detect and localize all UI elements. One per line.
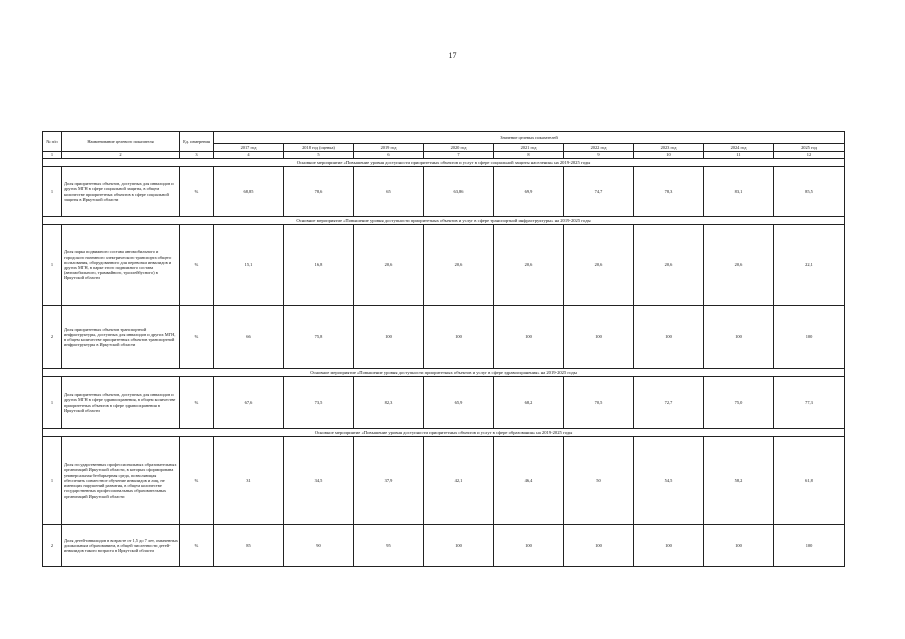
value-cell: 70,5 [564,377,634,429]
value-cell: 69,9 [494,167,564,217]
value-cell: 100 [494,306,564,369]
header-year: 2022 год [564,144,634,152]
unit: % [180,306,214,369]
header-year: 2025 год [774,144,845,152]
value-cell: 46,4 [494,437,564,525]
value-cell: 68,85 [214,167,284,217]
value-cell: 20,6 [634,225,704,306]
value-cell: 78,6 [284,167,354,217]
section-row [43,217,845,225]
header-year: 2018 год (оценка) [284,144,354,152]
header-col-number: 4 [214,152,284,159]
value-cell: 100 [774,525,845,567]
header-year: 2019 год [354,144,424,152]
value-cell: 31 [214,437,284,525]
section-title: Основное мероприятие «Повышение уровня доступности приоритетных объектов и услуг в сфере социальной защиты населения» на 2019-2025 годы [43,159,845,167]
row-num: 2 [43,306,62,369]
value-cell: 95 [354,525,424,567]
value-cell: 85,5 [774,167,845,217]
section-title: Основное мероприятие «Повышение уровня доступности приоритетных объектов и услуг в сфере образования» на 2019-2025 годы [43,429,845,437]
unit: % [180,225,214,306]
value-cell: 65 [354,167,424,217]
section-row [43,369,845,377]
value-cell: 78,3 [634,167,704,217]
value-cell: 100 [424,306,494,369]
page-number: 17 [448,51,457,60]
header-year: 2020 год [424,144,494,152]
value-cell: 74,7 [564,167,634,217]
header-row-col-numbers [43,152,845,159]
value-cell: 75,0 [704,377,774,429]
target-indicators-table [42,131,845,567]
unit: % [180,437,214,525]
value-cell: 100 [494,525,564,567]
value-cell: 100 [564,306,634,369]
header-col-number: 1 [43,152,62,159]
value-cell: 42,1 [424,437,494,525]
value-cell: 77,3 [774,377,845,429]
row-num: 1 [43,167,62,217]
value-cell: 61,8 [774,437,845,525]
value-cell: 20,6 [704,225,774,306]
value-cell: 100 [564,525,634,567]
value-cell: 100 [634,525,704,567]
value-cell: 72,7 [634,377,704,429]
table-row [43,306,845,369]
section-row [43,429,845,437]
header-col-number: 5 [284,152,354,159]
indicator-name: Доля государственных профессиональных образовательных организаций Иркутской области, в которых сформирована универсальная безбарьерная среда, позволяющая обеспечить совместное обучение инвалидов и лиц, не имеющих нарушений развития, в общем количестве государственных профессиональных образовательных организаций Иркутской области [62,437,180,525]
table-row [43,437,845,525]
value-cell: 85 [214,525,284,567]
indicator-name: Доля приоритетных объектов транспортной инфраструктуры, доступных для инвалидов и других МГН, в общем количестве приоритетных объектов транспортной инфраструктуры в Иркутской области [62,306,180,369]
section-title: Основное мероприятие «Повышение уровня доступности приоритетных объектов и услуг в сфере здравоохранения» на 2019-2025 годы [43,369,845,377]
header-col-number: 9 [564,152,634,159]
indicator-name: Доля приоритетных объектов, доступных для инвалидов и других МГН в сфере здравоохранения, в общем количестве приоритетных объектов в сфере здравоохранения в Иркутской области [62,377,180,429]
value-cell: 58,2 [704,437,774,525]
value-cell: 63,86 [424,167,494,217]
value-cell: 100 [704,306,774,369]
header-col-number: 12 [774,152,845,159]
value-cell: 54,5 [634,437,704,525]
value-cell: 75,8 [284,306,354,369]
value-cell: 66 [214,306,284,369]
value-cell: 67,6 [214,377,284,429]
value-cell: 100 [424,525,494,567]
header-unit: Ед. измерения [180,132,214,152]
value-cell: 20,6 [564,225,634,306]
value-cell: 68,2 [494,377,564,429]
unit: % [180,377,214,429]
value-cell: 90 [284,525,354,567]
header-num: № п/п [43,132,62,152]
table-row [43,525,845,567]
header-col-number: 3 [180,152,214,159]
value-cell: 65,9 [424,377,494,429]
value-cell: 83,1 [704,167,774,217]
row-num: 1 [43,377,62,429]
unit: % [180,167,214,217]
table-row [43,225,845,306]
value-cell: 22,1 [774,225,845,306]
value-cell: 73,5 [284,377,354,429]
row-num: 1 [43,437,62,525]
value-cell: 50 [564,437,634,525]
indicator-name: Доля приоритетных объектов, доступных для инвалидов и других МГН в сфере социальной защиты, в общем количестве приоритетных объектов в сфере социальной защиты в Иркутской области [62,167,180,217]
header-row-1 [43,132,845,144]
value-cell: 20,6 [424,225,494,306]
header-col-number: 7 [424,152,494,159]
value-cell: 100 [704,525,774,567]
indicator-name: Доля парка подвижного состава автомобильного и городского наземного электрического транспорта общего пользования, оборудованного для перевозки инвалидов и других МГН, в парке этого подвижного состава (автомобильного, трамвайного, троллейбусного) в Иркутской области [62,225,180,306]
header-col-number: 6 [354,152,424,159]
unit: % [180,525,214,567]
header-year: 2021 год [494,144,564,152]
table-row [43,167,845,217]
row-num: 2 [43,525,62,567]
header-name: Наименование целевого показателя [62,132,180,152]
table-row [43,377,845,429]
value-cell: 100 [634,306,704,369]
value-cell: 20,6 [354,225,424,306]
header-col-number: 2 [62,152,180,159]
value-cell: 82,3 [354,377,424,429]
header-values-group: Значение целевых показателей [214,132,845,144]
header-year: 2024 год [704,144,774,152]
value-cell: 100 [354,306,424,369]
header-col-number: 11 [704,152,774,159]
row-num: 1 [43,225,62,306]
value-cell: 37,9 [354,437,424,525]
header-year: 2017 год [214,144,284,152]
value-cell: 100 [774,306,845,369]
value-cell: 15,1 [214,225,284,306]
indicator-name: Доля детей-инвалидов в возрасте от 1,5 до 7 лет, охваченных дошкольным образованием, в общей численности детей-инвалидов такого возраста в Иркутской области [62,525,180,567]
value-cell: 34,5 [284,437,354,525]
section-row [43,159,845,167]
value-cell: 20,6 [494,225,564,306]
header-col-number: 8 [494,152,564,159]
section-title: Основное мероприятие «Повышение уровня доступности приоритетных объектов и услуг в сфере транспортной инфраструктуры» на 2019-2025 годы [43,217,845,225]
value-cell: 16,8 [284,225,354,306]
header-year: 2023 год [634,144,704,152]
header-col-number: 10 [634,152,704,159]
